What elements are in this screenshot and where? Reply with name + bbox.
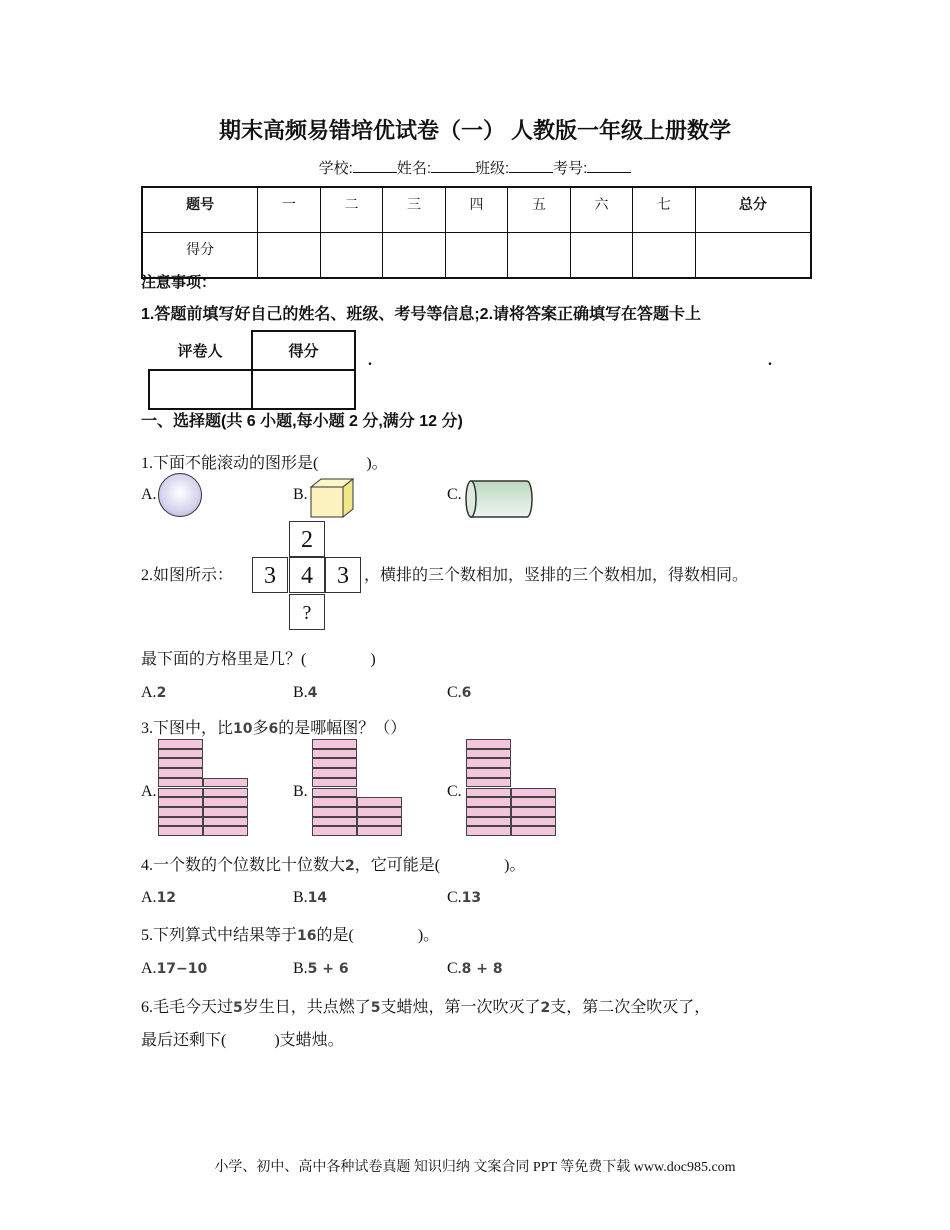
q3-strip-row xyxy=(466,807,511,817)
q4-number: 2 xyxy=(345,858,355,874)
q1-option-b-label: B. xyxy=(293,486,308,503)
q3-strip-row xyxy=(357,826,402,836)
grid-cell-top: 2 xyxy=(289,521,325,557)
grid-cell-bottom: ? xyxy=(289,594,325,630)
q2-prefix: 2.如图所示： xyxy=(141,567,234,584)
option-value: 4 xyxy=(307,685,318,701)
grid-cell-right: 3 xyxy=(325,557,361,593)
q3-strip-row xyxy=(203,817,248,827)
q5-text xyxy=(141,926,439,946)
sphere-icon xyxy=(158,473,202,517)
q3-option-c-label: C. xyxy=(447,783,462,800)
school-blank[interactable] xyxy=(353,158,397,173)
section-heading: 一、选择题(共 6 小题,每小题 2 分,满分 12 分) xyxy=(141,413,463,430)
q3-strip-row xyxy=(203,797,248,807)
q6-text-part: 6.毛毛今天过 xyxy=(141,999,234,1016)
score-cell[interactable] xyxy=(383,233,445,279)
score-cell[interactable] xyxy=(633,233,695,279)
q4-option-b[interactable] xyxy=(293,888,327,908)
option-label: A. xyxy=(141,684,157,701)
reviewer-cell[interactable] xyxy=(149,370,252,409)
q2-question: 最下面的方格里是几？( ) xyxy=(141,651,376,668)
option-value: 12 xyxy=(156,890,177,906)
score-cell[interactable] xyxy=(320,233,382,279)
cube-icon xyxy=(309,477,355,519)
q3-strip-row xyxy=(357,817,402,827)
q3-strip-row xyxy=(511,788,556,798)
q6-number: 5 xyxy=(233,1000,243,1016)
grid-cell-left: 3 xyxy=(252,557,288,593)
q6-number: 5 xyxy=(370,1000,381,1016)
header-cell: 七 xyxy=(633,187,695,233)
q3-strip-row xyxy=(312,749,357,759)
header-cell: 一 xyxy=(258,187,320,233)
name-blank[interactable] xyxy=(431,158,475,173)
school-label: 学校: xyxy=(318,160,353,177)
q3-strip-row xyxy=(158,768,203,778)
option-value: 6 xyxy=(461,685,472,701)
q3-strip-row xyxy=(312,778,357,788)
footer-text: 小学、初中、高中各种试卷真题 知识归纳 文案合同 PPT 等免费下载 www.doc985.com xyxy=(214,1160,736,1175)
q5-option-a[interactable] xyxy=(141,959,207,979)
name-label: 姓名: xyxy=(396,160,431,177)
q3-number: 10 xyxy=(233,721,253,737)
q3-strip-row xyxy=(466,768,511,778)
q4-text-part: 4.一个数的个位数比十位数大 xyxy=(141,857,346,874)
number-blank[interactable] xyxy=(587,158,631,173)
header-cell: 总分 xyxy=(695,187,811,233)
q2-suffix: ，横排的三个数相加，竖排的三个数相加，得数相同。 xyxy=(364,567,749,584)
score-cell[interactable] xyxy=(570,233,632,279)
q3-strip-row xyxy=(158,788,203,798)
q3-strip-row xyxy=(158,826,203,836)
number-label: 考号: xyxy=(553,160,588,177)
q1-option-c-label: C. xyxy=(447,486,462,503)
q3-strip-row xyxy=(511,807,556,817)
option-value: 8 + 8 xyxy=(461,961,503,977)
header-cell: 三 xyxy=(383,187,445,233)
q3-strip-row xyxy=(312,768,357,778)
header-cell: 五 xyxy=(508,187,570,233)
q6-text-part: 支蜡烛，第一次吹灭了 xyxy=(380,999,541,1016)
q5-option-b[interactable] xyxy=(293,959,349,979)
header-cell: 四 xyxy=(445,187,507,233)
q3-strip-row xyxy=(466,817,511,827)
option-value: 5 + 6 xyxy=(307,961,349,977)
q3-strip-row xyxy=(158,739,203,749)
q4-text-part: ，它可能是( )。 xyxy=(354,857,526,874)
header-cell: 题号 xyxy=(142,187,258,233)
q3-number: 6 xyxy=(268,721,279,737)
option-value: 2 xyxy=(156,685,167,701)
grid-cell-center: 4 xyxy=(289,557,325,593)
option-label: C. xyxy=(447,889,462,906)
notes-text: 1.答题前填写好自己的姓名、班级、考号等信息;2.请将答案正确填写在答题卡上 xyxy=(141,306,702,323)
option-label: C. xyxy=(447,684,462,701)
option-label: A. xyxy=(141,889,157,906)
header-cell: 二 xyxy=(320,187,382,233)
grader-score-label: 得分 xyxy=(252,331,355,370)
q3-strip-row xyxy=(312,817,357,827)
q3-strip-row xyxy=(203,788,248,798)
q3-strip-row xyxy=(312,807,357,817)
q3-option-a-label: A. xyxy=(141,783,157,800)
score-row xyxy=(142,233,811,279)
option-label: A. xyxy=(141,960,157,977)
row-label: 得分 xyxy=(142,233,258,279)
q3-strip-row xyxy=(312,826,357,836)
q3-strip-row xyxy=(466,797,511,807)
q1-option-a-label: A. xyxy=(141,486,157,503)
q3-strip-row xyxy=(203,778,248,788)
option-label: B. xyxy=(293,889,308,906)
score-cell[interactable] xyxy=(508,233,570,279)
q5-option-c[interactable] xyxy=(447,959,503,979)
notes-heading: 注意事项： xyxy=(141,274,217,291)
q3-strip-row xyxy=(203,826,248,836)
class-label: 班级: xyxy=(475,160,510,177)
option-value: 17−10 xyxy=(156,961,208,977)
q2-option-a[interactable] xyxy=(141,683,166,703)
score-cell[interactable] xyxy=(695,233,811,279)
q3-strip-row xyxy=(357,807,402,817)
q3-strip-row xyxy=(312,797,357,807)
q3-strip-row xyxy=(158,797,203,807)
option-label: B. xyxy=(293,960,308,977)
q3-strip-row xyxy=(158,817,203,827)
q3-strip-row xyxy=(511,817,556,827)
q3-strip-row xyxy=(466,826,511,836)
q3-text-part: 多 xyxy=(252,720,269,737)
q3-text xyxy=(141,719,406,739)
q1-text: 1.下面不能滚动的图形是( )。 xyxy=(141,455,388,472)
score-table xyxy=(141,186,812,279)
q2-option-b[interactable] xyxy=(293,683,317,703)
q6-text-line2: 最后还剩下( )支蜡烛。 xyxy=(141,1032,344,1049)
q3-strip-row xyxy=(466,758,511,768)
score-header-row xyxy=(142,187,811,233)
q3-strip-row xyxy=(203,807,248,817)
q5-text-part: 的是( )。 xyxy=(316,927,440,944)
q3-strip-row xyxy=(158,778,203,788)
q5-number: 16 xyxy=(297,928,317,944)
q3-strip-row xyxy=(158,758,203,768)
q3-strip-row xyxy=(158,807,203,817)
q2-option-c[interactable] xyxy=(447,683,471,703)
score-cell[interactable] xyxy=(445,233,507,279)
q3-strip-row xyxy=(357,797,402,807)
class-blank[interactable] xyxy=(509,158,553,173)
option-label: C. xyxy=(447,960,462,977)
q3-strip-row xyxy=(466,749,511,759)
option-value: 13 xyxy=(461,890,482,906)
q4-option-c[interactable] xyxy=(447,888,481,908)
q3-strip-row xyxy=(466,739,511,749)
q4-option-a[interactable] xyxy=(141,888,176,908)
q3-strip-row xyxy=(511,826,556,836)
student-info-line xyxy=(0,157,950,178)
q3-strip-row xyxy=(312,788,357,798)
q3-strip-row xyxy=(312,739,357,749)
q3-strip-row xyxy=(511,797,556,807)
grader-score-cell[interactable] xyxy=(252,370,355,409)
q3-option-b-label: B. xyxy=(293,783,308,800)
score-cell[interactable] xyxy=(258,233,320,279)
q5-text-part: 5.下列算式中结果等于 xyxy=(141,927,298,944)
grader-table xyxy=(148,330,356,410)
dot-mark: . xyxy=(368,352,372,369)
q3-text-part: 的是哪幅图？（） xyxy=(278,720,407,737)
dot-mark: . xyxy=(768,352,772,369)
q3-strip-row xyxy=(466,788,511,798)
reviewer-label: 评卷人 xyxy=(177,342,223,360)
q3-text-part: 3.下图中，比 xyxy=(141,720,234,737)
page-title: 期末高频易错培优试卷（一） 人教版一年级上册数学 xyxy=(218,118,732,143)
header-cell: 六 xyxy=(570,187,632,233)
option-label: B. xyxy=(293,684,308,701)
option-value: 14 xyxy=(307,890,328,906)
q3-strip-row xyxy=(312,758,357,768)
q3-strip-row xyxy=(158,749,203,759)
q6-text xyxy=(141,998,710,1018)
q4-text xyxy=(141,856,525,876)
q3-strip-row xyxy=(466,778,511,788)
q6-number: 2 xyxy=(540,1000,551,1016)
cylinder-icon xyxy=(465,479,535,519)
q6-text-part: 支，第二次全吹灭了， xyxy=(550,999,711,1016)
q6-text-part: 岁生日，共点燃了 xyxy=(242,999,371,1016)
